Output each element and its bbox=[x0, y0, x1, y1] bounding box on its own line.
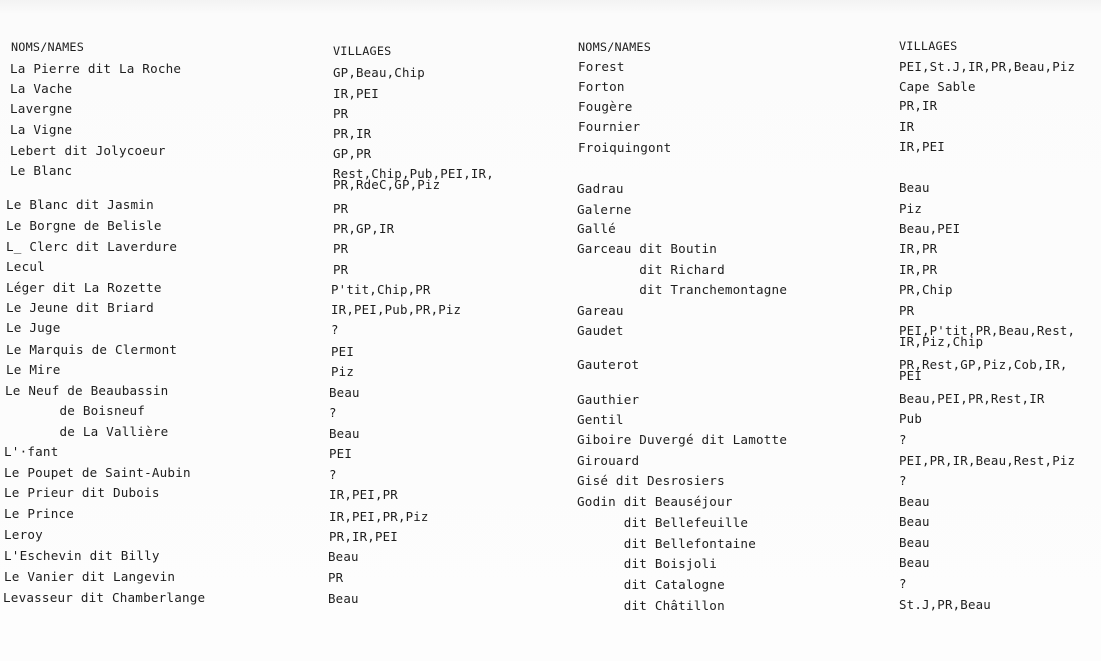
left-row-name: La Vache bbox=[10, 81, 73, 96]
left-row-name: Le Borgne de Belisle bbox=[6, 218, 162, 233]
left-row-name: de La Vallière bbox=[5, 424, 169, 439]
left-row-name: Le Neuf de Beaubassin bbox=[5, 383, 169, 398]
left-row-name: Le Blanc bbox=[10, 163, 73, 178]
left-row-villages: GP,Beau,Chip bbox=[333, 65, 425, 80]
right-row-villages: Pub bbox=[899, 411, 922, 426]
right-row-villages: PR,Chip bbox=[899, 282, 953, 297]
right-villages-header: VILLAGES bbox=[899, 39, 958, 53]
left-row-name: Le Jeune dit Briard bbox=[6, 300, 154, 315]
left-row-name: L'Eschevin dit Billy bbox=[4, 548, 160, 563]
left-row-name: Le Poupet de Saint-Aubin bbox=[4, 465, 191, 480]
left-names-header: NOMS/NAMES bbox=[11, 40, 85, 54]
left-row-name: Lecul bbox=[6, 259, 45, 274]
right-row-villages: ? bbox=[899, 432, 907, 447]
right-row-name: Forton bbox=[578, 79, 625, 94]
left-row-name: Le Prince bbox=[4, 506, 75, 521]
right-row-villages: Piz bbox=[899, 201, 922, 216]
right-row-name: Fougère bbox=[578, 99, 633, 114]
right-row-name: Forest bbox=[578, 59, 625, 74]
right-row-villages: PEI,St.J,IR,PR,Beau,Piz bbox=[899, 59, 1076, 74]
left-row-villages: IR,PEI,PR,Piz bbox=[329, 509, 429, 524]
right-row-villages: Beau bbox=[899, 494, 930, 509]
left-row-name: La Pierre dit La Roche bbox=[10, 61, 182, 76]
right-row-villages: IR,PR bbox=[899, 241, 938, 256]
right-row-villages: Beau bbox=[899, 514, 930, 529]
right-row-villages: Cape Sable bbox=[899, 79, 976, 94]
right-row-villages: IR,PEI bbox=[899, 139, 945, 154]
right-row-villages: Beau bbox=[899, 180, 930, 195]
left-row-name: Levasseur dit Chamberlange bbox=[3, 590, 206, 605]
left-row-villages: Beau bbox=[329, 426, 360, 441]
right-row-villages: Beau bbox=[899, 555, 930, 570]
left-row-villages: PR,IR,PEI bbox=[329, 529, 398, 544]
left-row-villages: Piz bbox=[331, 364, 354, 379]
left-row-name: Le Juge bbox=[6, 320, 61, 335]
right-row-name: dit Richard bbox=[577, 262, 725, 277]
right-row-name: dit Bellefeuille bbox=[577, 515, 749, 530]
left-row-name: L'·fant bbox=[4, 444, 59, 459]
left-row-villages: PR bbox=[333, 241, 349, 256]
left-row-villages: Rest,Chip,Pub,PEI,IR, bbox=[333, 166, 494, 181]
right-row-name: Gaudet bbox=[577, 323, 624, 338]
left-row-villages: PR,IR bbox=[333, 126, 372, 141]
left-row-name: de Boisneuf bbox=[5, 403, 146, 418]
left-row-villages: PEI bbox=[331, 344, 354, 359]
right-row-villages: PEI,P'tit,PR,Beau,Rest, bbox=[899, 323, 1076, 338]
left-row-villages-continued: PR,RdeC,GP,Piz bbox=[333, 177, 441, 192]
left-row-name: Le Mire bbox=[6, 362, 61, 377]
right-row-villages: IR bbox=[899, 119, 915, 134]
right-row-villages: PR bbox=[899, 303, 915, 318]
left-row-name: Le Vanier dit Langevin bbox=[4, 569, 176, 584]
left-row-villages: PR bbox=[328, 570, 344, 585]
left-row-villages: IR,PEI,PR bbox=[329, 487, 398, 502]
left-row-name: Lebert dit Jolycoeur bbox=[10, 143, 166, 158]
right-row-name: dit Boisjoli bbox=[577, 556, 718, 571]
right-row-name: Gadrau bbox=[577, 181, 624, 196]
right-row-villages: Beau,PEI bbox=[899, 221, 961, 236]
left-row-name: L_ Clerc dit Laverdure bbox=[6, 239, 178, 254]
right-row-name: dit Châtillon bbox=[577, 598, 725, 613]
left-row-name: Lavergne bbox=[10, 101, 73, 116]
left-row-villages: PEI bbox=[329, 446, 352, 461]
right-row-villages: Beau,PEI,PR,Rest,IR bbox=[899, 391, 1045, 406]
right-row-name: Godin dit Beauséjour bbox=[577, 494, 733, 509]
right-row-name: dit Catalogne bbox=[577, 577, 725, 592]
right-row-name: Gallé bbox=[577, 221, 616, 236]
right-row-villages: ? bbox=[899, 576, 907, 591]
left-row-villages: GP,PR bbox=[333, 146, 372, 161]
left-row-villages: ? bbox=[331, 322, 339, 337]
right-row-name: Giboire Duvergé dit Lamotte bbox=[577, 432, 788, 447]
left-row-name: La Vigne bbox=[10, 122, 73, 137]
right-row-villages: Beau bbox=[899, 535, 930, 550]
right-row-name: Gisé dit Desrosiers bbox=[577, 473, 725, 488]
right-row-name: Garceau dit Boutin bbox=[577, 241, 718, 256]
right-row-villages: IR,PR bbox=[899, 262, 938, 277]
right-row-name: Froiquingont bbox=[578, 140, 672, 155]
left-row-villages: PR bbox=[333, 262, 349, 277]
left-row-villages: Beau bbox=[328, 591, 359, 606]
left-row-villages: PR bbox=[333, 106, 349, 121]
right-row-name: Gauterot bbox=[577, 357, 640, 372]
right-row-name: Galerne bbox=[577, 202, 632, 217]
left-row-villages: Beau bbox=[328, 549, 359, 564]
right-row-name: Gareau bbox=[577, 303, 624, 318]
right-row-name: Girouard bbox=[577, 453, 640, 468]
left-row-name: Le Marquis de Clermont bbox=[6, 342, 178, 357]
right-row-villages: PR,Rest,GP,Piz,Cob,IR, bbox=[899, 357, 1068, 372]
left-row-villages: ? bbox=[329, 405, 337, 420]
left-row-villages: Beau bbox=[329, 385, 360, 400]
right-row-name: dit Bellefontaine bbox=[577, 536, 756, 551]
left-row-name: Leroy bbox=[4, 527, 43, 542]
right-row-villages: St.J,PR,Beau bbox=[899, 597, 991, 612]
right-row-name: dit Tranchemontagne bbox=[577, 282, 788, 297]
left-row-villages: PR,GP,IR bbox=[333, 221, 395, 236]
left-row-villages: PR bbox=[333, 201, 349, 216]
right-row-name: Gentil bbox=[577, 412, 624, 427]
right-names-header: NOMS/NAMES bbox=[578, 40, 652, 54]
left-row-villages: P'tit,Chip,PR bbox=[331, 282, 431, 297]
left-row-name: Léger dit La Rozette bbox=[6, 280, 162, 295]
left-row-name: Le Blanc dit Jasmin bbox=[6, 197, 154, 212]
left-row-villages: ? bbox=[329, 467, 337, 482]
right-row-villages-continued: IR,Piz,Chip bbox=[899, 334, 984, 349]
right-row-villages: PR,IR bbox=[899, 98, 938, 113]
left-row-name: Le Prieur dit Dubois bbox=[4, 485, 160, 500]
right-row-name: Gauthier bbox=[577, 392, 640, 407]
right-row-villages: ? bbox=[899, 473, 907, 488]
right-row-villages-continued: PEI bbox=[899, 368, 922, 383]
left-row-villages: IR,PEI bbox=[333, 86, 379, 101]
left-row-villages: IR,PEI,Pub,PR,Piz bbox=[331, 302, 462, 317]
right-row-villages: PEI,PR,IR,Beau,Rest,Piz bbox=[899, 453, 1076, 468]
left-villages-header: VILLAGES bbox=[333, 44, 392, 58]
right-row-name: Fournier bbox=[578, 119, 641, 134]
